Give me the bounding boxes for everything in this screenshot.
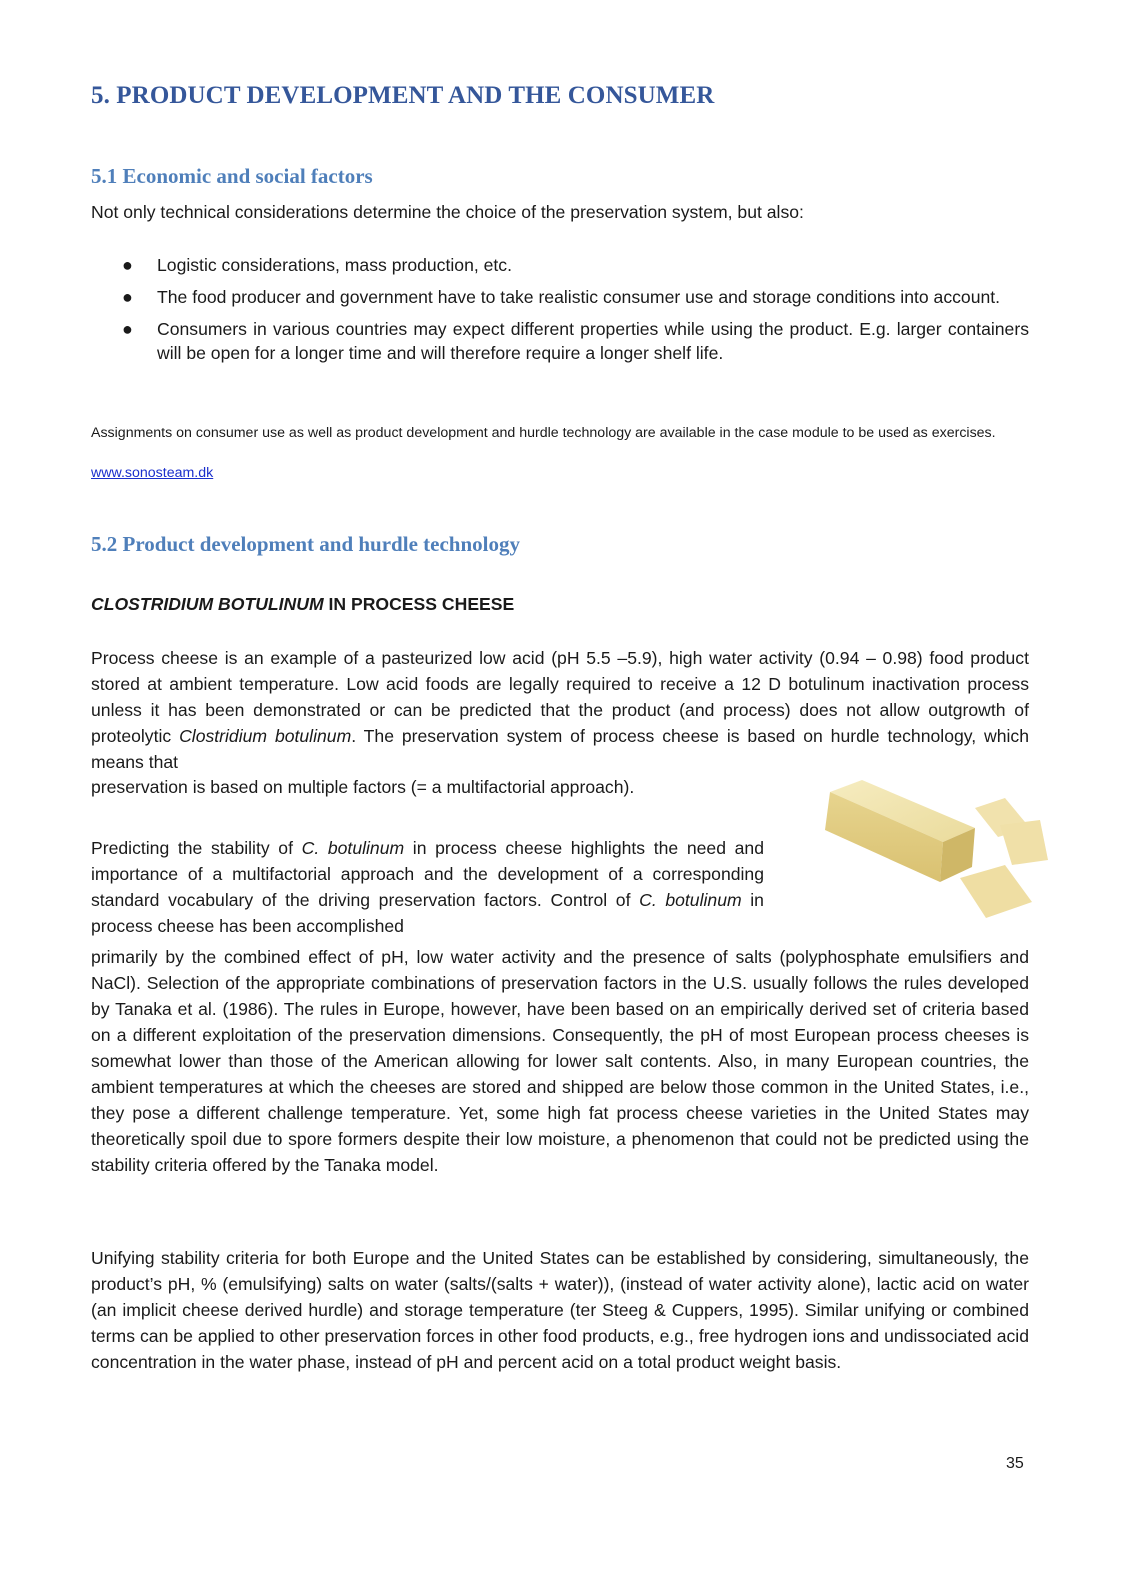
- paragraph-predicting-stability: Predicting the stability of C. botulinum in process cheese highlights the need and importance of a multifactorial approach and the development of a corresponding standard vocabulary of the driving preservation factors. Control of C. botulinum in process cheese has been accomplished: [91, 838, 764, 936]
- assignments-note: Assignments on consumer use as well as product development and hurdle technology are available in the case module to be used as exercises.: [91, 425, 996, 441]
- paragraph-process-cheese: Process cheese is an example of a pasteurized low acid (pH 5.5 –5.9), high water activity (0.94 – 0.98) food product stored at ambient temperature. Low acid foods are legally required to receive a 12 D botulinum inactivation process unless it has been demonstrated or can be predicted that the product (and process) does not allow outgrowth of proteolytic Clostridium botulinum. The preservation system of process cheese is based on hurdle technology, which means that: [91, 648, 1029, 772]
- sonosteam-link[interactable]: www.sonosteam.dk: [91, 465, 214, 481]
- paragraph-combined-effect: primarily by the combined effect of pH, low water activity and the presence of salts (polyphosphate emulsifiers and NaCl). Selection of the appropriate combinations of preservation factors in the U.S. usually follows the rules developed by Tanaka et al. (1986). The rules in Europe, however, have been based on an empirically derived set of criteria based on a different exploitation of the preservation dimensions. Consequently, the pH of most European process cheeses is somewhat lower than those of the American allowing for lower salt contents. Also, in many European countries, the ambient temperatures at which the cheeses are stored and shipped are below those common in the United States, i.e., they pose a different challenge temperature. Yet, some high fat process cheese varieties in the United States may theoretically spoil due to spore formers despite their low moisture, a phenomenon that could not be predicted using the stability criteria offered by the Tanaka model.: [91, 947, 1029, 1175]
- factor-list: [91, 253, 1029, 373]
- list-item: ● Consumers in various countries may expect different properties while using the product. E.g. larger containers will be open for a longer time and will therefore require a longer shelf life.: [122, 319, 1029, 363]
- subsection-heading: CLOSTRIDIUM BOTULINUM IN PROCESS CHEESE: [91, 594, 515, 614]
- section-5-1-intro: Not only technical considerations determine the choice of the preservation system, but also:: [91, 202, 804, 222]
- bullet-icon: ●: [122, 255, 133, 275]
- cheese-slice: [960, 865, 1032, 918]
- list-item: ● The food producer and government have to take realistic consumer use and storage conditions into account.: [122, 287, 1001, 307]
- page-number: 35: [1006, 1455, 1024, 1472]
- chapter-heading: 5. PRODUCT DEVELOPMENT AND THE CONSUMER: [91, 82, 715, 109]
- process-cheese-image: [800, 770, 1060, 930]
- section-5-2-heading: 5.2 Product development and hurdle technology: [91, 532, 520, 556]
- paragraph-multifactorial: preservation is based on multiple factors (= a multifactorial approach).: [91, 777, 635, 797]
- section-5-1-heading: 5.1 Economic and social factors: [91, 164, 373, 188]
- bullet-icon: ●: [122, 319, 133, 339]
- paragraph-unifying-criteria: Unifying stability criteria for both Europe and the United States can be established by considering, simultaneously, the product’s pH, % (emulsifying) salts on water (salts/(salts + water)), (instead of water activity alone), lactic acid on water (an implicit cheese derived hurdle) and storage temperature (ter Steeg & Cuppers, 1995). Similar unifying or combined terms can be applied to other preservation forces in other food products, e.g., free hydrogen ions and undissociated acid concentration in the water phase, instead of pH and percent acid on a total product weight basis.: [91, 1248, 1029, 1372]
- list-item: ● Logistic considerations, mass production, etc.: [122, 255, 512, 275]
- cheese-slice: [1000, 820, 1048, 865]
- bullet-icon: ●: [122, 287, 133, 307]
